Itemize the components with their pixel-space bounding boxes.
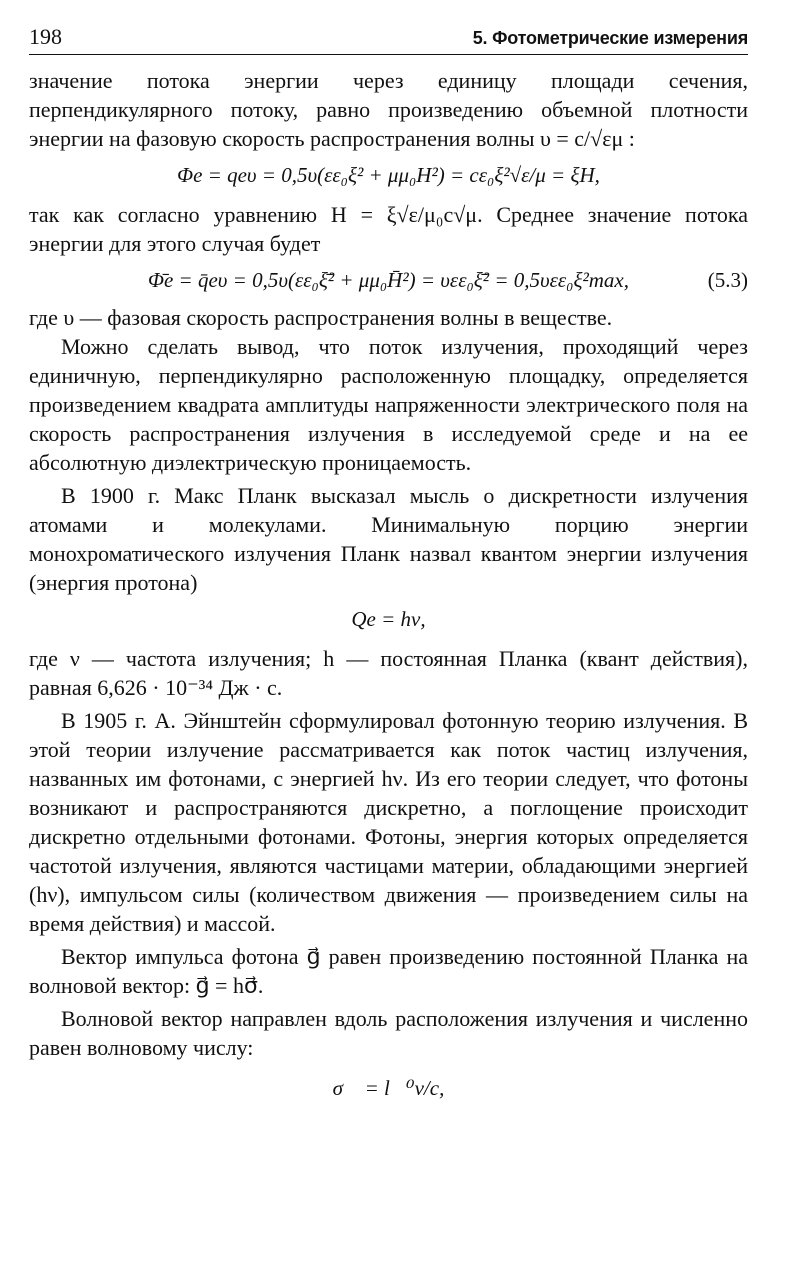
page-header	[29, 22, 748, 55]
formula-mean-flux	[29, 268, 748, 293]
paragraph-8: Вектор импульса фотона g⃗ равен произведению постоянной Планка на волновой вектор: g⃗ = hσ⃗.	[29, 944, 748, 998]
formula-mean-flux-text: Φ̄e = q̄eυ = 0,5υ(εε₀ξ̄² + μμ₀H̄²) = υεε₀ξ̄² = 0,5υεε₀ξ²max,	[147, 268, 630, 292]
formula-wave-vector: σ⃗ = l⃗⁰ν/c,	[332, 1076, 445, 1100]
paragraph-4: Можно сделать вывод, что поток излучения, проходящий через единичную, перпендикулярно расположенную площадку, определяется произведением квадрата амплитуды напряженности электрического поля на скорость распространения излучения в исследуемой среде и на ее абсолютную диэлектрическую проницаемость.	[29, 334, 748, 475]
equation-number: (5.3)	[707, 268, 748, 292]
paragraph-6: где ν — частота излучения; h — постоянная Планка (квант действия), равная 6,626 · 10⁻³⁴ Дж · с.	[29, 646, 748, 700]
paragraph-9: Волновой вектор направлен вдоль расположения излучения и численно равен волновому числу:	[29, 1006, 748, 1060]
paragraph-2: так как согласно уравнению H = ξ√ε/μ₀c√μ. Среднее значение потока энергии для этого случая будет	[29, 202, 748, 256]
page-body	[29, 66, 748, 1101]
section-title: 5. Фотометрические измерения	[472, 28, 748, 48]
page-number: 198	[29, 24, 62, 49]
formula-photon-energy: Qe = hν,	[351, 607, 426, 631]
paragraph-1: значение потока энергии через единицу площади сечения, перпендикулярного потоку, равно произведению объемной плотности энергии на фазовую скорость распространения волны υ = c/√εμ :	[29, 68, 748, 151]
paragraph-5: В 1900 г. Макс Планк высказал мысль о дискретности излучения атомами и молекулами. Минимальную порцию энергии монохроматического излучения Планк назвал квантом энергии излучения (энергия протона)	[29, 483, 748, 595]
paragraph-3: где υ — фазовая скорость распространения волны в веществе.	[29, 305, 613, 330]
paragraph-7: В 1905 г. А. Эйнштейн сформулировал фотонную теорию излучения. В этой теории излучение рассматривается как поток частиц излучения, названных им фотонами, с энергией hν. Из его теории следует, что фотоны возникают и распространяются дискретно, а поглощение происходит дискретно отдельными фотонами. Фотоны, энергия которых определяется частотой излучения, являются частицами материи, обладающими энергией (hν), импульсом силы (количеством движения — произведением силы на время действия) и массой.	[29, 708, 748, 936]
formula-energy-flux: Φe = qeυ = 0,5υ(εε₀ξ² + μμ₀H²) = cε₀ξ²√ε/μ = ξH,	[177, 163, 600, 187]
